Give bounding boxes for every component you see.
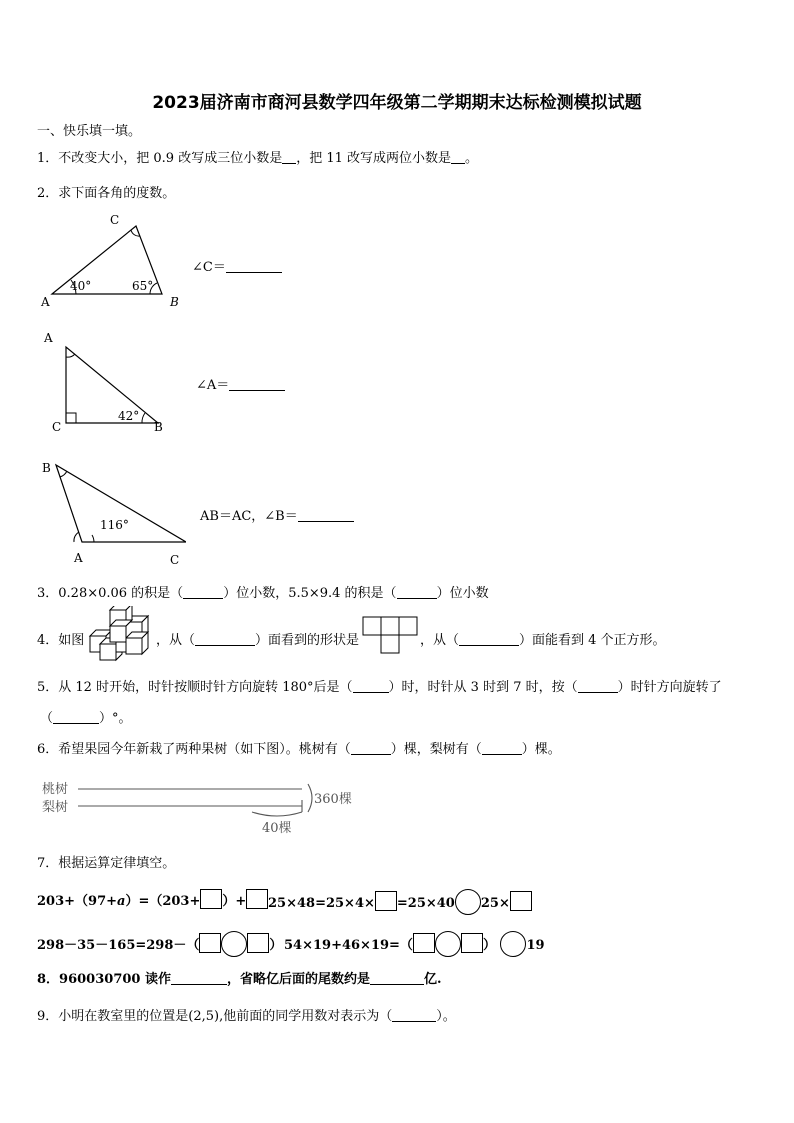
vertex-a-label: A: [44, 331, 53, 345]
answer-box[interactable]: [461, 933, 483, 953]
angle-a-label: 40°: [70, 279, 92, 293]
question-5-line2: （ ）°。: [40, 711, 132, 726]
question-4-tail: ，从（ ）面能看到 4 个正方形。: [420, 633, 666, 648]
vertex-b-label: B: [154, 420, 163, 434]
vertex-c-label: C: [52, 420, 62, 434]
answer-box[interactable]: [510, 891, 532, 911]
question-4-lead: 4．如图: [37, 633, 85, 648]
triangle-3-figure: [36, 455, 186, 570]
vertex-c-label: C: [170, 553, 180, 567]
answer-blank[interactable]: [226, 258, 282, 273]
q7-row1-left: 203+（97+a）=（203+ ）+: [37, 889, 268, 909]
answer-circle[interactable]: [221, 931, 247, 957]
answer-blank[interactable]: [482, 740, 522, 755]
angle-a-label: 116°: [100, 518, 129, 532]
question-3: 3．0.28×0.06 的积是（ ）位小数，5.5×9.4 的积是（ ）位小数: [37, 586, 489, 601]
question-8: 8．960030700 读作 ，省略亿后面的尾数约是 亿.: [37, 972, 442, 987]
answer-blank[interactable]: [459, 631, 519, 646]
answer-blank[interactable]: [578, 678, 618, 693]
answer-box[interactable]: [413, 933, 435, 953]
answer-blank[interactable]: [351, 740, 391, 755]
q7-row2-left: 298－35－165=298－（ ）: [37, 931, 282, 957]
angle-b-label: 42°: [118, 409, 140, 423]
answer-blank[interactable]: [353, 678, 389, 693]
answer-blank[interactable]: [195, 631, 255, 646]
vertex-a-label: A: [74, 551, 83, 565]
question-9: 9．小明在教室里的位置是(2,5),他前面的同学用数对表示为（ ）。: [37, 1009, 456, 1024]
pear-label: 梨树: [42, 800, 69, 815]
question-7: 7．根据运算定律填空。: [37, 856, 176, 871]
vertex-b-label: B: [42, 461, 51, 475]
answer-blank[interactable]: [370, 970, 424, 985]
cube-stack-figure: [86, 606, 156, 666]
angle-b-label: 65°: [132, 279, 154, 293]
answer-box[interactable]: [247, 933, 269, 953]
question-4: ，从（ ）面看到的形状是: [156, 633, 360, 648]
answer-blank[interactable]: [229, 376, 285, 391]
answer-blank[interactable]: [53, 709, 99, 724]
answer-circle[interactable]: [435, 931, 461, 957]
vertex-a-label: A: [41, 295, 50, 309]
answer-blank[interactable]: [183, 584, 223, 599]
triangle-1-question: ∠C＝: [192, 256, 282, 275]
section-heading: 一、快乐填一填。: [37, 124, 142, 139]
triangle-3-question: AB＝AC，∠B＝: [200, 505, 354, 524]
triangle-2-question: ∠A＝: [196, 374, 285, 393]
q7-row2-right: 54×19+46×19=（ ） 19: [284, 931, 545, 957]
answer-circle[interactable]: [500, 931, 526, 957]
vertex-b-label: B: [170, 295, 179, 309]
page-title: 2023届济南市商河县数学四年级第二学期期末达标检测模拟试题: [152, 93, 642, 113]
answer-blank[interactable]: [397, 584, 437, 599]
answer-box[interactable]: [246, 889, 268, 909]
vertex-c-label: C: [110, 213, 120, 227]
answer-blank[interactable]: [298, 507, 354, 522]
answer-box[interactable]: [375, 891, 397, 911]
question-2: 2．求下面各角的度数。: [37, 186, 176, 201]
tree-line-diagram: [40, 772, 370, 838]
answer-box[interactable]: [200, 889, 222, 909]
answer-box[interactable]: [199, 933, 221, 953]
triangle-1-figure: [38, 210, 188, 310]
answer-blank[interactable]: [392, 1007, 436, 1022]
answer-blank[interactable]: [171, 970, 227, 985]
answer-circle[interactable]: [455, 889, 481, 915]
answer-blank[interactable]: [451, 149, 465, 164]
view-shape-figure: [362, 616, 420, 656]
peach-label: 桃树: [42, 782, 69, 797]
difference-label: 40棵: [262, 821, 292, 836]
triangle-2-figure: [38, 327, 178, 437]
total-label: 360棵: [314, 792, 352, 807]
answer-blank[interactable]: [282, 149, 296, 164]
question-5: 5．从 12 时开始，时针按顺时针方向旋转 180°后是（ ）时，时针从 3 时到 7 时，按（ ）时针方向旋转了: [37, 680, 722, 695]
question-1: 1．不改变大小，把 0.9 改写成三位小数是 ，把 11 改写成两位小数是 。: [37, 151, 479, 166]
q7-row1-right: 25×48=25×4× =25×40 25×: [268, 889, 532, 915]
question-6: 6．希望果园今年新栽了两种果树（如下图）。桃树有（ ）棵，梨树有（ ）棵。: [37, 742, 561, 757]
